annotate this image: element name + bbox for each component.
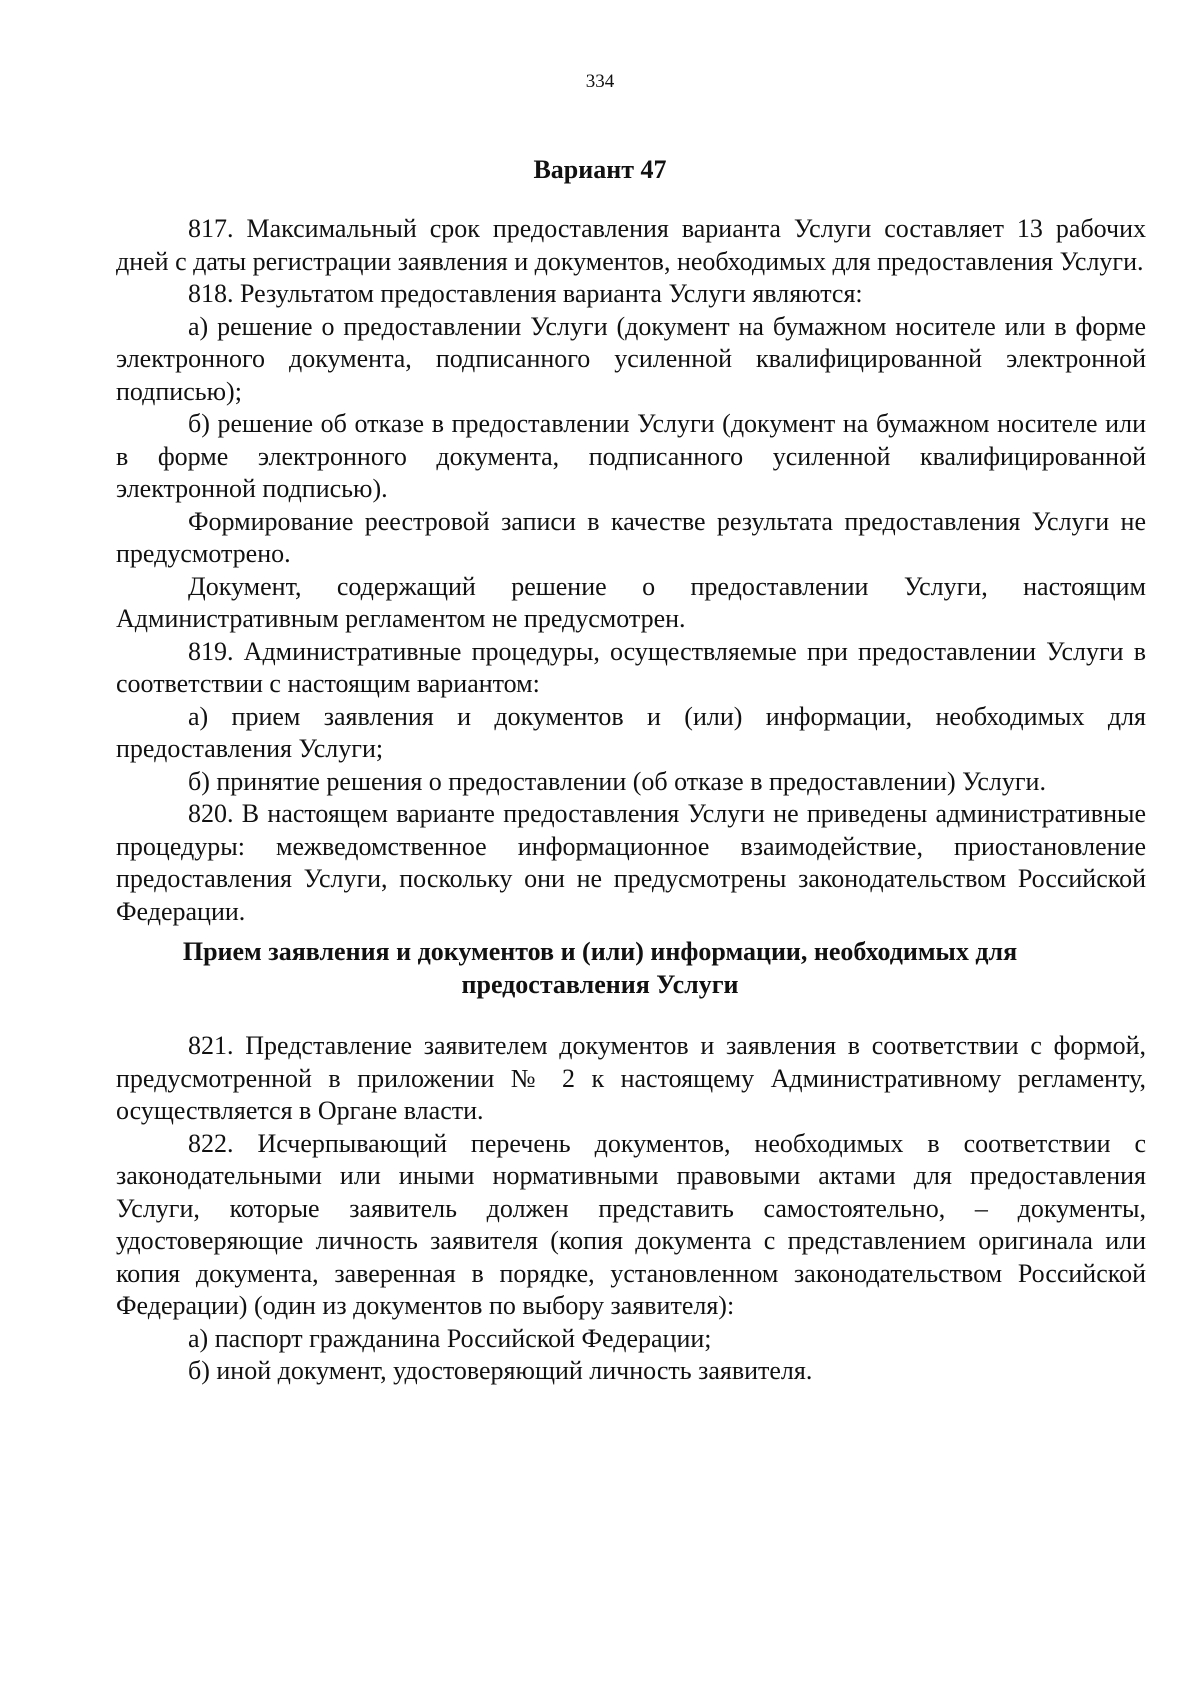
section-title-line-2: предоставления Услуги <box>461 969 739 999</box>
list-item-822-b: б) иной документ, удостоверяющий личность заявителя. <box>188 1356 813 1385</box>
list-item-819-a: а) прием заявления и документов и (или) информации, необходимых для предоставления Услуги; <box>116 701 1146 763</box>
paragraph-817: 817. Максимальный срок предоставления варианта Услуги составляет 13 рабочих дней с даты регистрации заявления и документов, необходимых для предоставления Услуги. <box>116 214 1146 276</box>
list-item-819-b: б) принятие решения о предоставлении (об отказе в предоставлении) Услуги. <box>188 766 1046 796</box>
page-number: 334 <box>585 71 615 92</box>
paragraph-820: 820. В настоящем варианте предоставления Услуги не приведены административные процедуры: межведомственное информационное взаимодействие, приостановление предоставления Услуги, поскольку они не предусмотрены законодательством Российской Федерации. <box>116 799 1146 926</box>
paragraph-818: 818. Результатом предоставления варианта Услуги являются: <box>188 279 863 308</box>
section-title <box>165 936 1035 1001</box>
list-item-822-a: а) паспорт гражданина Российской Федерации; <box>188 1323 712 1353</box>
paragraph-821: 821. Представление заявителем документов и заявления в соответствии с формой, предусмотренной в приложении № 2 к настоящему Административному регламенту, осуществляется в Органе власти. <box>116 1031 1146 1125</box>
paragraph-822: 822. Исчерпывающий перечень документов, необходимых в соответствии с законодательными или иными нормативными правовыми актами для предоставления Услуги, которые заявитель должен представить самостоятельно, – документы, удостоверяющие личность заявителя (копия документа с представлением оригинала или копия документа, заверенная в порядке, установленном законодательством Российской Федерации) (один из документов по выбору заявителя): <box>116 1128 1146 1320</box>
paragraph-819: 819. Административные процедуры, осуществляемые при предоставлении Услуги в соответствии с настоящим вариантом: <box>116 636 1146 698</box>
paragraph-decision-document: Документ, содержащий решение о предоставлении Услуги, настоящим Административным регламентом не предусмотрен. <box>116 571 1146 633</box>
section-title-line-1: Прием заявления и документов и (или) информации, необходимых для <box>182 937 1018 966</box>
variant-body <box>116 213 1146 928</box>
list-item-818-a: а) решение о предоставлении Услуги (документ на бумажном носителе или в форме электронного документа, подписанного усиленной квалифицированной электронной подписью); <box>116 311 1146 406</box>
paragraph-registry-record: Формирование реестровой записи в качестве результата предоставления Услуги не предусмотрено. <box>116 506 1146 568</box>
list-item-818-b: б) решение об отказе в предоставлении Услуги (документ на бумажном носителе или в форме электронного документа, подписанного усиленной квалифицированной электронной подписью). <box>116 409 1146 503</box>
variant-heading: Вариант 47 <box>533 155 667 184</box>
section-body <box>116 1030 1146 1388</box>
